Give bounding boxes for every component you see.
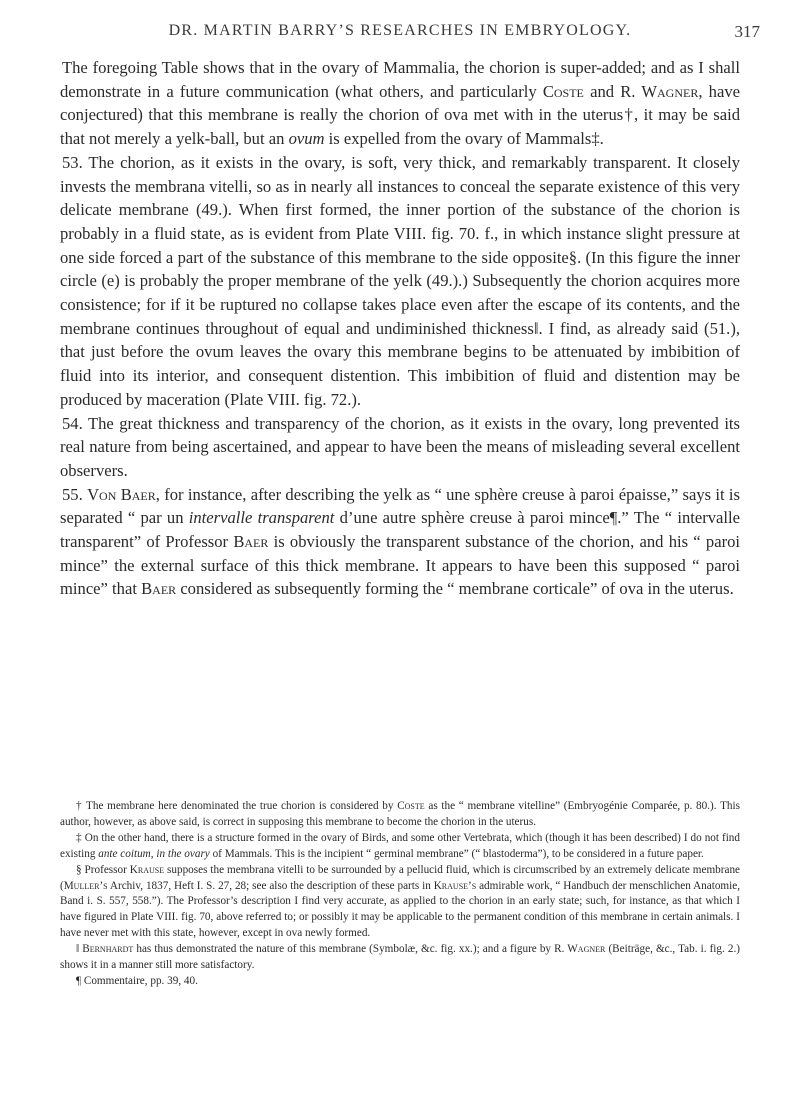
italic-term: intervalle transparent xyxy=(188,508,335,528)
footnotes xyxy=(60,799,740,990)
italic-term: ante coitum, in the ovary xyxy=(98,847,210,860)
author-name: Baer xyxy=(233,532,269,552)
paragraph-54: 54. The great thickness and transparency of the chorion, as it exists in the ovary, long prevented its real nature from being ascertained, and appear to have been the means of misleading several excellent observers. xyxy=(60,413,740,480)
footnote-parallel: ‖ Bernhardt has thus demonstrated the nature of this membrane (Symbolæ, &c. fig. xx.); and a figure by R. Wagner (Beiträge, &c., Tab. i. fig. 2.) shows it in a manner still more satisfactory. xyxy=(60,943,740,972)
author-name: R. Wagner xyxy=(554,943,606,956)
author-name: Coste xyxy=(397,800,425,812)
paragraph-52-continued: The foregoing Table shows that in the ovary of Mammalia, the chorion is super-added; and as I shall demonstrate in a future communication (what others, and particularly Coste and R. Wagner, have conjectured) that this membrane is really the chorion of ova met with in the uterus†, it may be said that not merely a yelk-ball, but an ovum is expelled from the ovary of Mammals‡. xyxy=(60,58,741,149)
body-text xyxy=(60,56,740,601)
page-header xyxy=(0,0,800,50)
author-name: R. Wagner xyxy=(620,81,699,101)
author-name: Krause xyxy=(129,863,165,876)
paragraph-55: 55. Von Baer, for instance, after describing the yelk as “ une sphère creuse à paroi épaisse,” says it is separated “ par un intervalle transparent d’une autre sphère creuse à paroi mince¶.” The “ intervalle transparent” of Professor Baer is obviously the transparent substance of the chorion, and his “ paroi mince” the external surface of this thick membrane. It appears to have been this supposed “ paroi mince” that Baer considered as subsequently forming the “ membrane corticale” of ova in the uterus. xyxy=(60,484,741,599)
author-name: Coste xyxy=(542,81,584,101)
author-name: Von Baer xyxy=(87,484,156,504)
footnote-dagger: † The membrane here denominated the true chorion is considered by Coste as the “ membrane vitelline” (Embryogénie Comparée, p. 80.). This author, however, as above said, is correct in supposing this membrane to become the chorion in the uterus. xyxy=(60,800,740,828)
running-head: DR. MARTIN BARRY’S RESEARCHES IN EMBRYOLOGY. xyxy=(168,22,632,39)
author-name: Baer xyxy=(141,579,177,599)
footnote-double-dagger: ‡ On the other hand, there is a structure formed in the ovary of Birds, and some other Vertebrata, which (though it has been described) I do not find existing ante coitum, in the ovary of Mammals. This is the incipient “ germinal membrane” (“ blastoderma”), to be considered in a future paper. xyxy=(60,831,740,860)
italic-term: ovum xyxy=(288,129,325,149)
author-name: Muller’s xyxy=(63,879,108,892)
footnote-section: § Professor Krause supposes the membrana vitelli to be surrounded by a pellucid fluid, which is circumscribed by an extremely delicate membrane (Muller’s Archiv, 1837, Heft I. S. 27, 28; see also the description of these parts in Krause’s admirable work, “ Handbuch der menschlichen Anatomie, Band i. S. 557, 558.”). The Professor’s description I find very accurate, as applied to the chorion in an early state; such, for instance, as that which I have figured in Plate VIII. fig. 70, above referred to; or possibly it may be applicable to the permanent condition of this membrane in certain animals. I have never met with this state, however, except in ova newly formed. xyxy=(60,863,741,940)
footnote-pilcrow: ¶ Commentaire, pp. 39, 40. xyxy=(76,974,198,987)
paragraph-53: 53. The chorion, as it exists in the ovary, is soft, very thick, and remarkably transparent. It closely invests the membrana vitelli, so as in nearly all instances to conceal the separate existence of this very delicate membrane (49.). When first formed, the inner portion of the substance of the chorion is probably in a fluid state, as is evident from Plate VIII. fig. 70. f., in which instance slight pressure at one side forced a part of the substance of this membrane to the side opposite§. (In this figure the inner circle (e) is probably the proper membrane of the yelk (49.).) Subsequently the chorion acquires more consistence; for if it be ruptured no collapse takes place even after the escape of its contents, and the membrane continues throughout of equal and undiminished thickness‖. I find, as already said (51.), that just before the ovum leaves the ovary this membrane begins to be attenuated by imbibition of fluid into its interior, and consequent distention. This imbibition of fluid and distention may be produced by maceration (Plate VIII. fig. 72.). xyxy=(60,152,740,409)
page-number: 317 xyxy=(734,22,760,41)
author-name: Krause’s xyxy=(433,879,477,892)
author-name: Bernhardt xyxy=(82,943,134,956)
